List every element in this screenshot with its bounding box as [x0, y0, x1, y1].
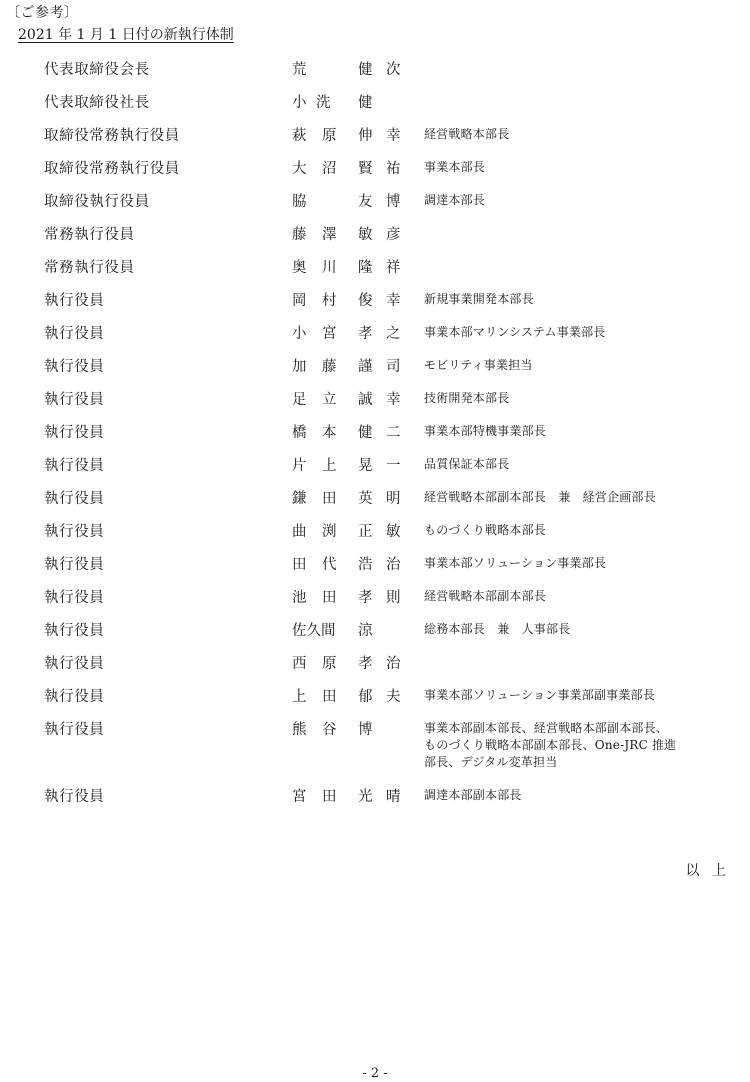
- name-part: 俊: [358, 293, 373, 309]
- name-part: 夫: [386, 689, 401, 705]
- name-part: 之: [386, 326, 401, 342]
- name-part: 藤: [322, 359, 337, 375]
- name-part: 健: [358, 425, 373, 441]
- name-part: 健: [358, 95, 373, 111]
- executive-duty: 新規事業開発本部長: [424, 292, 534, 306]
- executive-duty: 事業本部ソリューション事業部副事業部長: [424, 688, 655, 702]
- executive-duty: 総務本部長 兼 人事部長: [424, 622, 571, 636]
- name-part: 宮: [292, 789, 307, 805]
- name-part: 敏: [386, 524, 401, 540]
- name-part: 晃: [358, 458, 373, 474]
- executive-title: 執行役員: [44, 623, 105, 639]
- executive-title: 代表取締役社長: [44, 95, 150, 111]
- executive-title: 執行役員: [44, 425, 105, 441]
- name-part: 健: [358, 62, 373, 78]
- name-part: 熊: [292, 722, 307, 738]
- name-part: 藤: [292, 227, 307, 243]
- name-part: 祐: [386, 161, 401, 177]
- executive-title: 執行役員: [44, 656, 105, 672]
- name-part: 上: [292, 689, 307, 705]
- name-part: 田: [322, 590, 337, 606]
- executive-duty: 事業本部長: [424, 160, 486, 174]
- name-part: 大: [292, 161, 307, 177]
- executive-duty: 調達本部副本部長: [424, 788, 522, 802]
- executive-title: 取締役執行役員: [44, 194, 150, 210]
- executive-title: 常務執行役員: [44, 260, 135, 276]
- name-part: 伸: [358, 128, 373, 144]
- name-part: 池: [292, 590, 307, 606]
- name-part: 田: [292, 557, 307, 573]
- name-part: 脇: [292, 194, 307, 210]
- reference-note: 〔ご参考〕: [6, 5, 79, 21]
- executive-title: 執行役員: [44, 491, 105, 507]
- name-part: 片: [292, 458, 307, 474]
- name-part: 敏: [358, 227, 373, 243]
- name-part: 孝: [358, 656, 373, 672]
- executive-title: 取締役常務執行役員: [44, 161, 180, 177]
- executive-title: 執行役員: [44, 722, 105, 738]
- executive-title: 執行役員: [44, 590, 105, 606]
- name-part: 本: [322, 425, 337, 441]
- name-part: 原: [322, 128, 337, 144]
- name-part: 郁: [358, 689, 373, 705]
- closing-mark: 以 上: [685, 863, 730, 879]
- name-part: 萩: [292, 128, 307, 144]
- executive-duty: 事業本部ソリューション事業部長: [424, 556, 607, 570]
- executive-title: 執行役員: [44, 293, 105, 309]
- name-part: 原: [322, 656, 337, 672]
- executive-duty: 技術開発本部長: [424, 391, 510, 405]
- name-part: 明: [386, 491, 401, 507]
- name-part: 谷: [322, 722, 337, 738]
- executive-duty: ものづくり戦略本部長: [424, 523, 547, 537]
- name-part: 博: [386, 194, 401, 210]
- name-part: 代: [322, 557, 337, 573]
- name-part: 足: [292, 392, 307, 408]
- name-part: 田: [322, 689, 337, 705]
- executive-duty: 事業本部マリンシステム事業部長: [424, 325, 606, 339]
- name-part: 上: [322, 458, 337, 474]
- executive-duty: モビリティ事業担当: [424, 358, 533, 372]
- name-part: 西: [292, 656, 307, 672]
- name-part: 加: [292, 359, 307, 375]
- executive-title: 執行役員: [44, 392, 105, 408]
- name-part: 渕: [322, 524, 337, 540]
- name-part: 岡: [292, 293, 307, 309]
- executive-duty: 経営戦略本部副本部長: [424, 589, 547, 603]
- roster-heading: 2021 年 1 月 1 日付の新執行体制: [18, 27, 234, 43]
- name-part: 治: [386, 557, 401, 573]
- name-part: 洗: [316, 95, 331, 111]
- name-part: 荒: [292, 62, 307, 78]
- name-part: 晴: [386, 789, 401, 805]
- name-part: 二: [386, 425, 401, 441]
- name-part: 村: [322, 293, 337, 309]
- name-part: 次: [386, 62, 401, 78]
- name-part: 浩: [358, 557, 373, 573]
- executive-duty: 事業本部特機事業部長: [424, 424, 547, 438]
- name-part: 橋: [292, 425, 307, 441]
- name-part: 孝: [358, 590, 373, 606]
- name-part: 誠: [358, 392, 373, 408]
- name-part: 則: [386, 590, 401, 606]
- name-part: 英: [358, 491, 373, 507]
- name-part: 友: [358, 194, 373, 210]
- executive-title: 執行役員: [44, 359, 105, 375]
- executive-duty: 事業本部副本部長、経営戦略本部副本部長、 ものづくり戦略本部副本部長、One-JRC 推進 部長、デジタル変革担当: [424, 721, 677, 769]
- executive-title: 執行役員: [44, 458, 105, 474]
- executive-duty: 経営戦略本部副本部長 兼 経営企画部長: [424, 490, 656, 504]
- name-part: 幸: [386, 392, 401, 408]
- name-part: 田: [322, 491, 337, 507]
- name-part: 立: [322, 392, 337, 408]
- executive-title: 代表取締役会長: [44, 62, 150, 78]
- executive-title: 執行役員: [44, 326, 105, 342]
- name-part: 博: [358, 722, 373, 738]
- name-part: 川: [322, 260, 337, 276]
- name-part: 彦: [386, 227, 401, 243]
- name-part: 澤: [322, 227, 337, 243]
- name-part: 曲: [292, 524, 307, 540]
- executive-title: 執行役員: [44, 689, 105, 705]
- executive-title: 執行役員: [44, 789, 105, 805]
- name-part: 幸: [386, 128, 401, 144]
- name-part: 隆: [358, 260, 373, 276]
- executive-title: 常務執行役員: [44, 227, 135, 243]
- name-part: 正: [358, 524, 373, 540]
- name-part: 孝: [358, 326, 373, 342]
- name-part: 祥: [386, 260, 401, 276]
- page-number: - 2 -: [362, 1066, 388, 1081]
- name-part: 田: [322, 789, 337, 805]
- name-part: 賢: [358, 161, 373, 177]
- name-part: 幸: [386, 293, 401, 309]
- executive-duty: 経営戦略本部長: [424, 127, 510, 141]
- executive-duty: 調達本部長: [424, 193, 486, 207]
- name-part: 佐久間: [292, 623, 336, 639]
- name-part: 治: [386, 656, 401, 672]
- executive-title: 執行役員: [44, 524, 105, 540]
- name-part: 宮: [322, 326, 337, 342]
- name-part: 謹: [358, 359, 373, 375]
- name-part: 鎌: [292, 491, 307, 507]
- name-part: 沼: [322, 161, 337, 177]
- name-part: 奥: [292, 260, 307, 276]
- name-part: 司: [386, 359, 401, 375]
- name-part: 小: [292, 326, 307, 342]
- executive-duty: 品質保証本部長: [424, 457, 510, 471]
- name-part: 光: [358, 789, 373, 805]
- name-part: 涼: [358, 623, 373, 639]
- executive-title: 執行役員: [44, 557, 105, 573]
- name-part: 一: [386, 458, 401, 474]
- name-part: 小: [292, 95, 307, 111]
- executive-title: 取締役常務執行役員: [44, 128, 180, 144]
